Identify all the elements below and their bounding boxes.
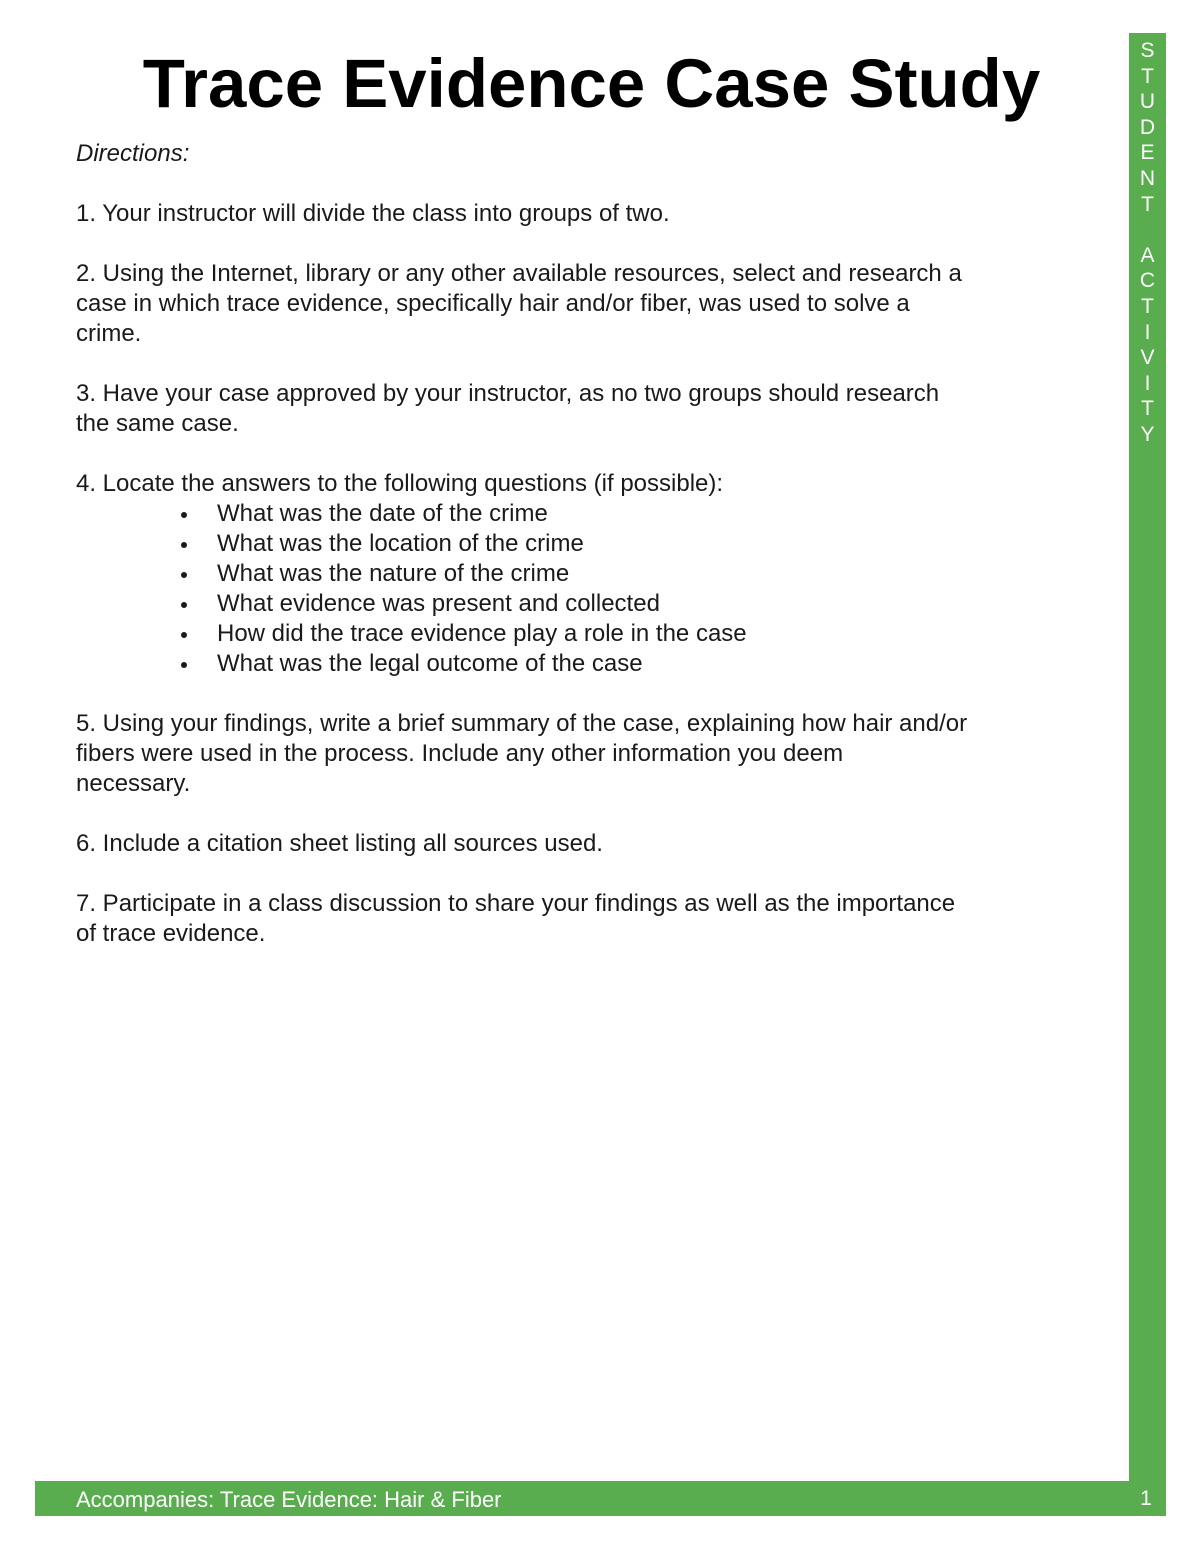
side-letter: S	[1140, 39, 1155, 62]
side-letter: V	[1140, 346, 1155, 370]
side-letter: Y	[1140, 422, 1155, 446]
question-text: What was the date of the crime	[217, 500, 548, 527]
step-6	[76, 829, 1116, 859]
step-2	[76, 259, 1116, 349]
side-letter: A	[1140, 243, 1155, 267]
directions-content	[76, 139, 1116, 979]
side-letter: I	[1144, 320, 1151, 344]
question-item	[111, 619, 1116, 649]
side-letter: T	[1141, 397, 1154, 421]
question-item	[111, 589, 1116, 619]
question-text: What evidence was present and collected	[217, 590, 660, 617]
side-letter: C	[1139, 269, 1156, 293]
page-number: 1	[1140, 1487, 1152, 1510]
question-text: What was the legal outcome of the case	[217, 650, 643, 677]
question-item	[111, 649, 1116, 679]
side-letter: U	[1139, 90, 1156, 114]
question-item	[111, 559, 1116, 589]
side-letter-gap	[1129, 217, 1166, 243]
step-4	[76, 469, 1116, 679]
step-line: 5. Using your findings, write a brief summary of the case, explaining how hair and/or	[76, 710, 968, 737]
step-line: necessary.	[76, 770, 191, 797]
side-letter: T	[1141, 294, 1154, 318]
step-line: crime.	[76, 320, 142, 347]
step-line: case in which trace evidence, specifically hair and/or fiber, was used to solve a	[76, 290, 910, 317]
step-3	[76, 379, 1116, 439]
step-line: 1. Your instructor will divide the class into groups of two.	[76, 200, 670, 227]
step-line: 6. Include a citation sheet listing all sources used.	[76, 830, 603, 857]
page-title: Trace Evidence Case Study	[142, 45, 1041, 122]
step-5	[76, 709, 1116, 799]
step-line: 4. Locate the answers to the following questions (if possible):	[76, 470, 724, 497]
directions-label: Directions:	[76, 140, 190, 167]
question-item	[111, 529, 1116, 559]
step-line: fibers were used in the process. Include any other information you deem	[76, 740, 844, 767]
question-list	[111, 499, 1116, 679]
side-letter: T	[1141, 192, 1154, 216]
step-line: of trace evidence.	[76, 920, 266, 947]
question-text: How did the trace evidence play a role in the case	[217, 620, 747, 647]
step-1	[76, 199, 1116, 229]
step-line: 7. Participate in a class discussion to share your findings as well as the importance	[76, 890, 956, 917]
side-letter: D	[1139, 115, 1156, 139]
step-line: the same case.	[76, 410, 239, 437]
side-letter: E	[1140, 141, 1155, 165]
side-letter: T	[1141, 64, 1154, 88]
question-text: What was the nature of the crime	[217, 560, 570, 587]
step-line: 2. Using the Internet, library or any other available resources, select and research a	[76, 260, 962, 287]
student-activity-label	[1129, 38, 1166, 448]
step-7	[76, 889, 1116, 949]
question-item	[111, 499, 1116, 529]
footer-text: Accompanies: Trace Evidence: Hair & Fiber	[76, 1487, 502, 1512]
side-letter: I	[1144, 371, 1151, 395]
step-line: 3. Have your case approved by your instructor, as no two groups should research	[76, 380, 940, 407]
side-letter: N	[1139, 166, 1156, 190]
question-text: What was the location of the crime	[217, 530, 584, 557]
